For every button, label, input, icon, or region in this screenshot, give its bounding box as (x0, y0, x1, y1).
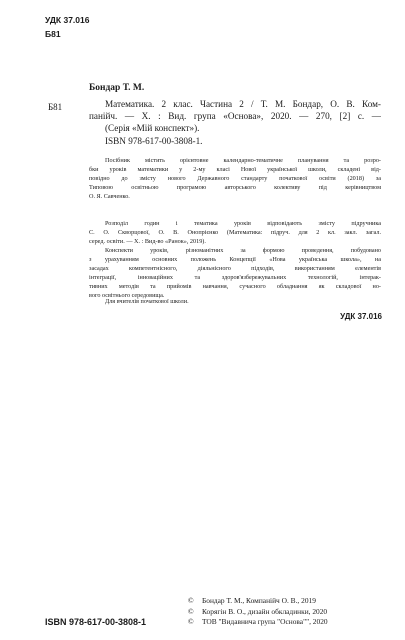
sources-line: Розподіл годин і тематика уроків відповідають змісту підручника (105, 220, 381, 227)
isbn-bottom: ISBN 978-617-00-3808-1 (45, 617, 147, 627)
summary-line: Конспекти уроків, різноманітних за формою проведення, побудовано (105, 247, 381, 254)
summary-line: засадах компетентнісного, діяльнісного підходів, використанням елементів (89, 265, 381, 273)
copyright-symbol: © (188, 617, 194, 627)
annotation-line: бки уроків математики у 2-му класі Нової української школи, складені від- (89, 166, 381, 174)
copyright-text: Корягін В. О., дизайн обкладинки, 2020 (202, 606, 328, 616)
copyright-text: ТОВ "Видавнича група "Основа"", 2020 (202, 617, 328, 627)
author-name: Бондар Т. М. (89, 83, 145, 93)
sources-paragraph (89, 219, 381, 246)
bibliographic-record (89, 99, 381, 134)
copyright-text: Бондар Т. М., Компанійч О. В., 2019 (202, 596, 316, 605)
copyright-line (188, 607, 328, 618)
annotation-paragraph (89, 156, 381, 201)
summary-line: інтеграції, інноваційних та здоров'язбережувальних технологій, інтерак- (89, 274, 381, 282)
sources-line: С. О. Скворцової, О. В. Онопрієнко (Математика: підруч. для 2 кл. закл. загал. (89, 229, 381, 237)
copyright-block (188, 596, 328, 628)
summary-line: з урахуванням основних положень Концепції «Нова українська школа», на (89, 256, 381, 264)
annotation-line: Посібник містить орієнтовне календарно-тематичне планування та розро- (105, 157, 381, 164)
copyright-symbol: © (188, 606, 194, 616)
summary-line: вого освітнього середовища. (89, 292, 165, 300)
copyright-line (188, 617, 328, 628)
copyright-line (188, 596, 328, 607)
bib-line: Математика. 2 клас. Частина 2 / Т. М. Бондар, О. В. Ком- (105, 99, 381, 109)
udc-code-top: УДК 37.016 (45, 15, 90, 25)
annotation-line: повідно до змісту нового Державного стандарту початкової освіти (2018) за (89, 175, 381, 183)
sources-line: серед. освіти. — Х. : Вид-во «Ранок», 2019). (89, 238, 206, 246)
udc-code-right: УДК 37.016 (340, 312, 382, 321)
annotation-line: О. Я. Савченко. (89, 193, 130, 201)
author-code-top: Б81 (45, 29, 61, 39)
target-audience: Для вчителів початкової школи. (105, 298, 189, 305)
summary-paragraph (89, 246, 381, 301)
annotation-line: Типовою освітньою програмою авторського колективу під керівництвом (89, 184, 381, 192)
isbn-record: ISBN 978-617-00-3808-1. (105, 136, 203, 146)
summary-line: тивних методів та прийомів навчання, сучасного обладнання як складової но- (89, 283, 381, 291)
bib-line: (Серія «Мій конспект»). (105, 122, 200, 133)
copyright-symbol: © (188, 596, 194, 605)
author-code-left: Б81 (48, 102, 63, 112)
bib-line: панійч. — Х. : Вид. група «Основа», 2020. — 270, [2] с. — (89, 110, 381, 121)
